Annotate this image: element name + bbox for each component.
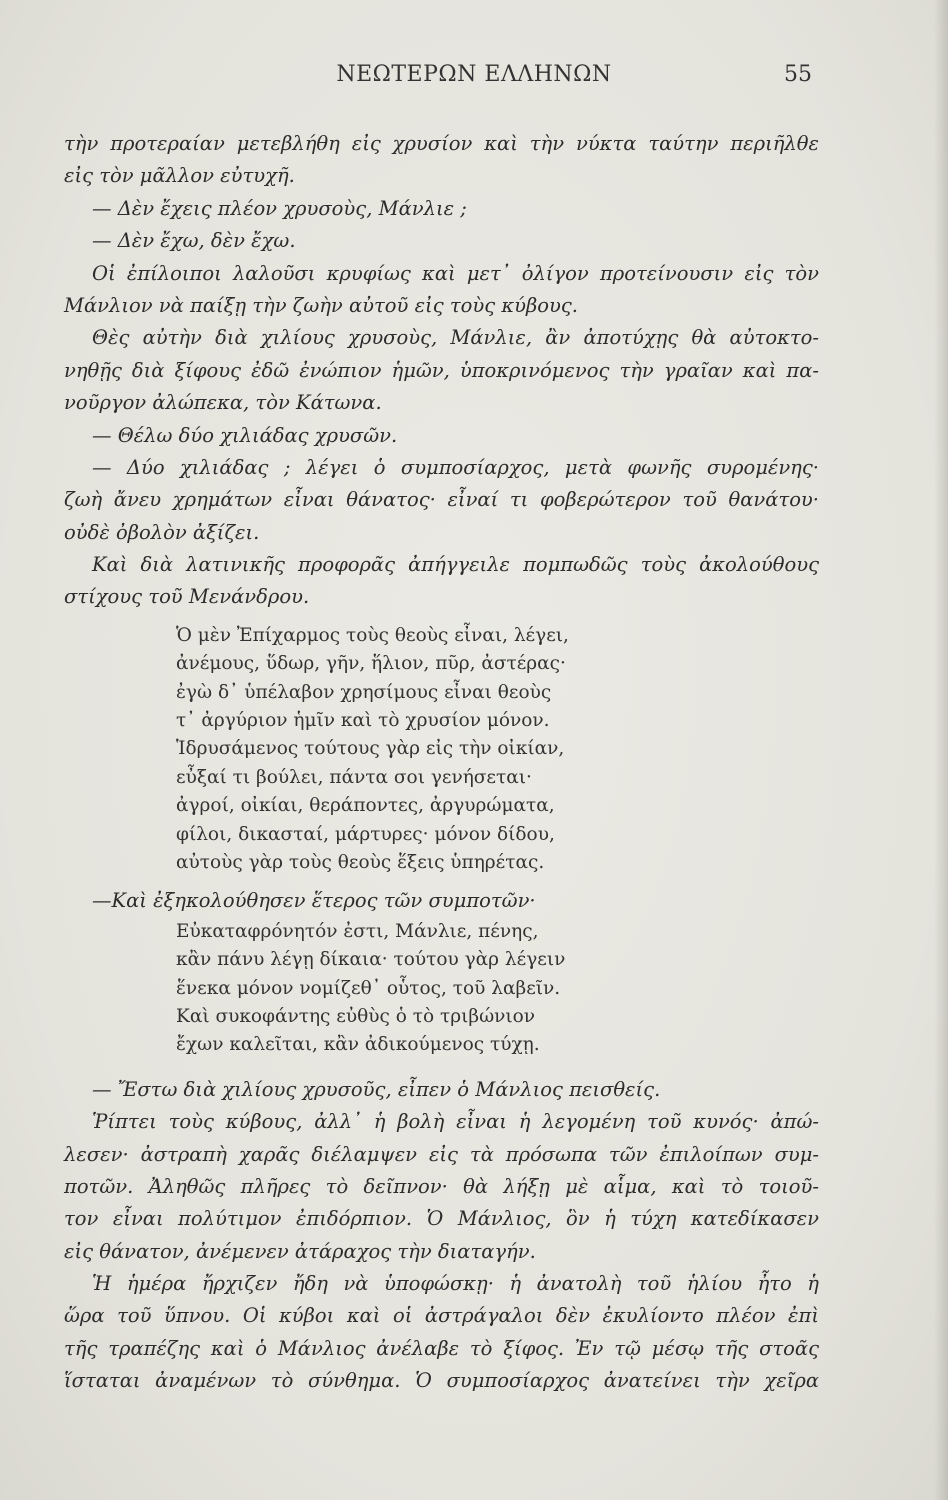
verse-line: εὖξαί τι βούλει, πάντα σοι γενήσεται·: [176, 766, 532, 788]
text-line: ὥρα τοῦ ὕπνου. Οἱ κύβοι καὶ οἱ ἀστράγαλοι δὲν ἐκυλίοντο πλέον ἐπὶ: [64, 1304, 819, 1328]
page-header: [0, 62, 948, 98]
verse-line: τ᾽ ἀργύριον ἡμῖν καὶ τὸ χρυσίον μόνον.: [176, 710, 550, 732]
dialogue-line: — Ἔστω διὰ χιλίους χρυσοῦς, εἶπεν ὁ Μάνλιος πεισθείς.: [92, 1077, 661, 1101]
verse-line: κἂν πάνυ λέγῃ δίκαια· τούτου γὰρ λέγειν: [176, 949, 566, 971]
text-line: νηθῇς διὰ ξίφους ἐδῶ ἐνώπιον ἡμῶν, ὑποκρινόμενος τὴν γραῖαν καὶ πα-: [64, 358, 819, 382]
verse-line: Ἱδρυσάμενος τούτους γὰρ εἰς τὴν οἰκίαν,: [176, 738, 565, 760]
text-line: λεσεν· ἀστραπὴ χαρᾶς διέλαμψεν εἰς τὰ πρόσωπα τῶν ἐπιλοίπων συμ-: [64, 1142, 819, 1166]
page-number: 55: [784, 62, 812, 87]
verse-line: ἐγὼ δ᾽ ὑπέλαβον χρησίμους εἶναι θεοὺς: [176, 681, 552, 703]
text-line: ἵσταται ἀναμένων τὸ σύνθημα. Ὁ συμποσίαρχος ἀνατείνει τὴν χεῖρα: [64, 1369, 819, 1393]
text-line: εἰς θάνατον, ἀνέμενεν ἀτάραχος τὴν διαταγήν.: [64, 1239, 536, 1263]
verse-line: φίλοι, δικασταί, μάρτυρες· μόνον δίδου,: [176, 823, 555, 845]
verse-block-menander-2: [176, 918, 776, 1060]
dialogue-line: — Δὲν ἔχεις πλέον χρυσοὺς, Μάνλιε ;: [92, 196, 467, 220]
text-line: στίχους τοῦ Μενάνδρου.: [64, 585, 310, 609]
verse-line: Καὶ συκοφάντης εὐθὺς ὁ τὸ τριβώνιον: [176, 1005, 536, 1027]
text-line: Ἡ ἡμέρα ἤρχιζεν ἤδη νὰ ὑποφώσκῃ· ἡ ἀνατολὴ τοῦ ἡλίου ἦτο ἡ: [92, 1272, 819, 1296]
dialogue-line: — Δὲν ἔχω, δὲν ἔχω.: [92, 229, 296, 253]
verse-line: αὐτοὺς γὰρ τοὺς θεοὺς ἕξεις ὑπηρέτας.: [176, 851, 545, 873]
text-line: εἰς τὸν μᾶλλον εὐτυχῆ.: [64, 164, 295, 188]
verse-block-menander-1: [176, 622, 776, 878]
text-line: τῆς τραπέζης καὶ ὁ Μάνλιος ἀνέλαβε τὸ ξίφος. Ἐν τῷ μέσῳ τῆς στοᾶς: [64, 1336, 819, 1360]
text-line: — Δύο χιλιάδας ; λέγει ὁ συμποσίαρχος, μετὰ φωνῆς συρομένης·: [92, 455, 819, 479]
text-line: ζωὴ ἄνευ χρημάτων εἶναι θάνατος· εἶναί τι φοβερώτερον τοῦ θανάτου·: [64, 488, 819, 512]
text-line: τὴν προτεραίαν μετεβλήθη εἰς χρυσίον καὶ τὴν νύκτα ταύτην περιῆλθε: [64, 132, 819, 155]
verse-line: ἀνέμους, ὕδωρ, γῆν, ἥλιον, πῦρ, ἀστέρας·: [176, 653, 566, 675]
text-line: Μάνλιον νὰ παίξῃ τὴν ζωὴν αὐτοῦ εἰς τοὺς κύβους.: [64, 293, 578, 317]
running-head: ΝΕΩΤΕΡΩΝ ΕΛΛΗΝΩΝ: [336, 62, 612, 87]
text-line: τον εἶναι πολύτιμον ἐπιδόρπιον. Ὁ Μάνλιος, ὃν ἡ τύχη κατεδίκασεν: [64, 1207, 819, 1231]
text-line: Οἱ ἐπίλοιποι λαλοῦσι κρυφίως καὶ μετ᾽ ὀλίγον προτείνουσιν εἰς τὸν: [92, 261, 819, 285]
text-line: Καὶ διὰ λατινικῆς προφορᾶς ἀπήγγειλε πομπωδῶς τοὺς ἀκολούθους: [92, 553, 819, 577]
text-line: ποτῶν. Ἀληθῶς πλῆρες τὸ δεῖπνον· θὰ λήξῃ μὲ αἷμα, καὶ τὸ τοιοῦ-: [64, 1174, 819, 1198]
dialogue-line: — Θέλω δύο χιλιάδας χρυσῶν.: [92, 423, 398, 447]
verse-line: ἀγροί, οἰκίαι, θεράποντες, ἀργυρώματα,: [176, 795, 555, 817]
text-line: Ῥίπτει τοὺς κύβους, ἀλλ᾽ ἡ βολὴ εἶναι ἡ λεγομένη τοῦ κυνός· ἀπώ-: [92, 1110, 819, 1134]
verse-line: ἔχων καλεῖται, κἂν ἀδικούμενος τύχῃ.: [176, 1034, 540, 1056]
text-line: οὐδὲ ὀβολὸν ἀξίζει.: [64, 520, 260, 544]
text-line: —Καὶ ἐξηκολούθησεν ἕτερος τῶν συμποτῶν·: [92, 889, 536, 913]
verse-line: Ὁ μὲν Ἐπίχαρμος τοὺς θεοὺς εἶναι, λέγει,: [176, 624, 569, 646]
verse-line: Εὐκαταφρόνητόν ἐστι, Μάνλιε, πένης,: [176, 920, 539, 942]
body-text: [64, 128, 819, 1398]
text-line: νοῦργον ἀλώπεκα, τὸν Κάτωνα.: [64, 391, 382, 415]
page-edge-shadow: [934, 0, 948, 1500]
text-line: Θὲς αὐτὴν διὰ χιλίους χρυσοὺς, Μάνλιε, ἂν ἀποτύχῃς θὰ αὐτοκτο-: [92, 326, 819, 350]
verse-line: ἕνεκα μόνον νομίζεθ᾽ οὗτος, τοῦ λαβεῖν.: [176, 977, 561, 999]
